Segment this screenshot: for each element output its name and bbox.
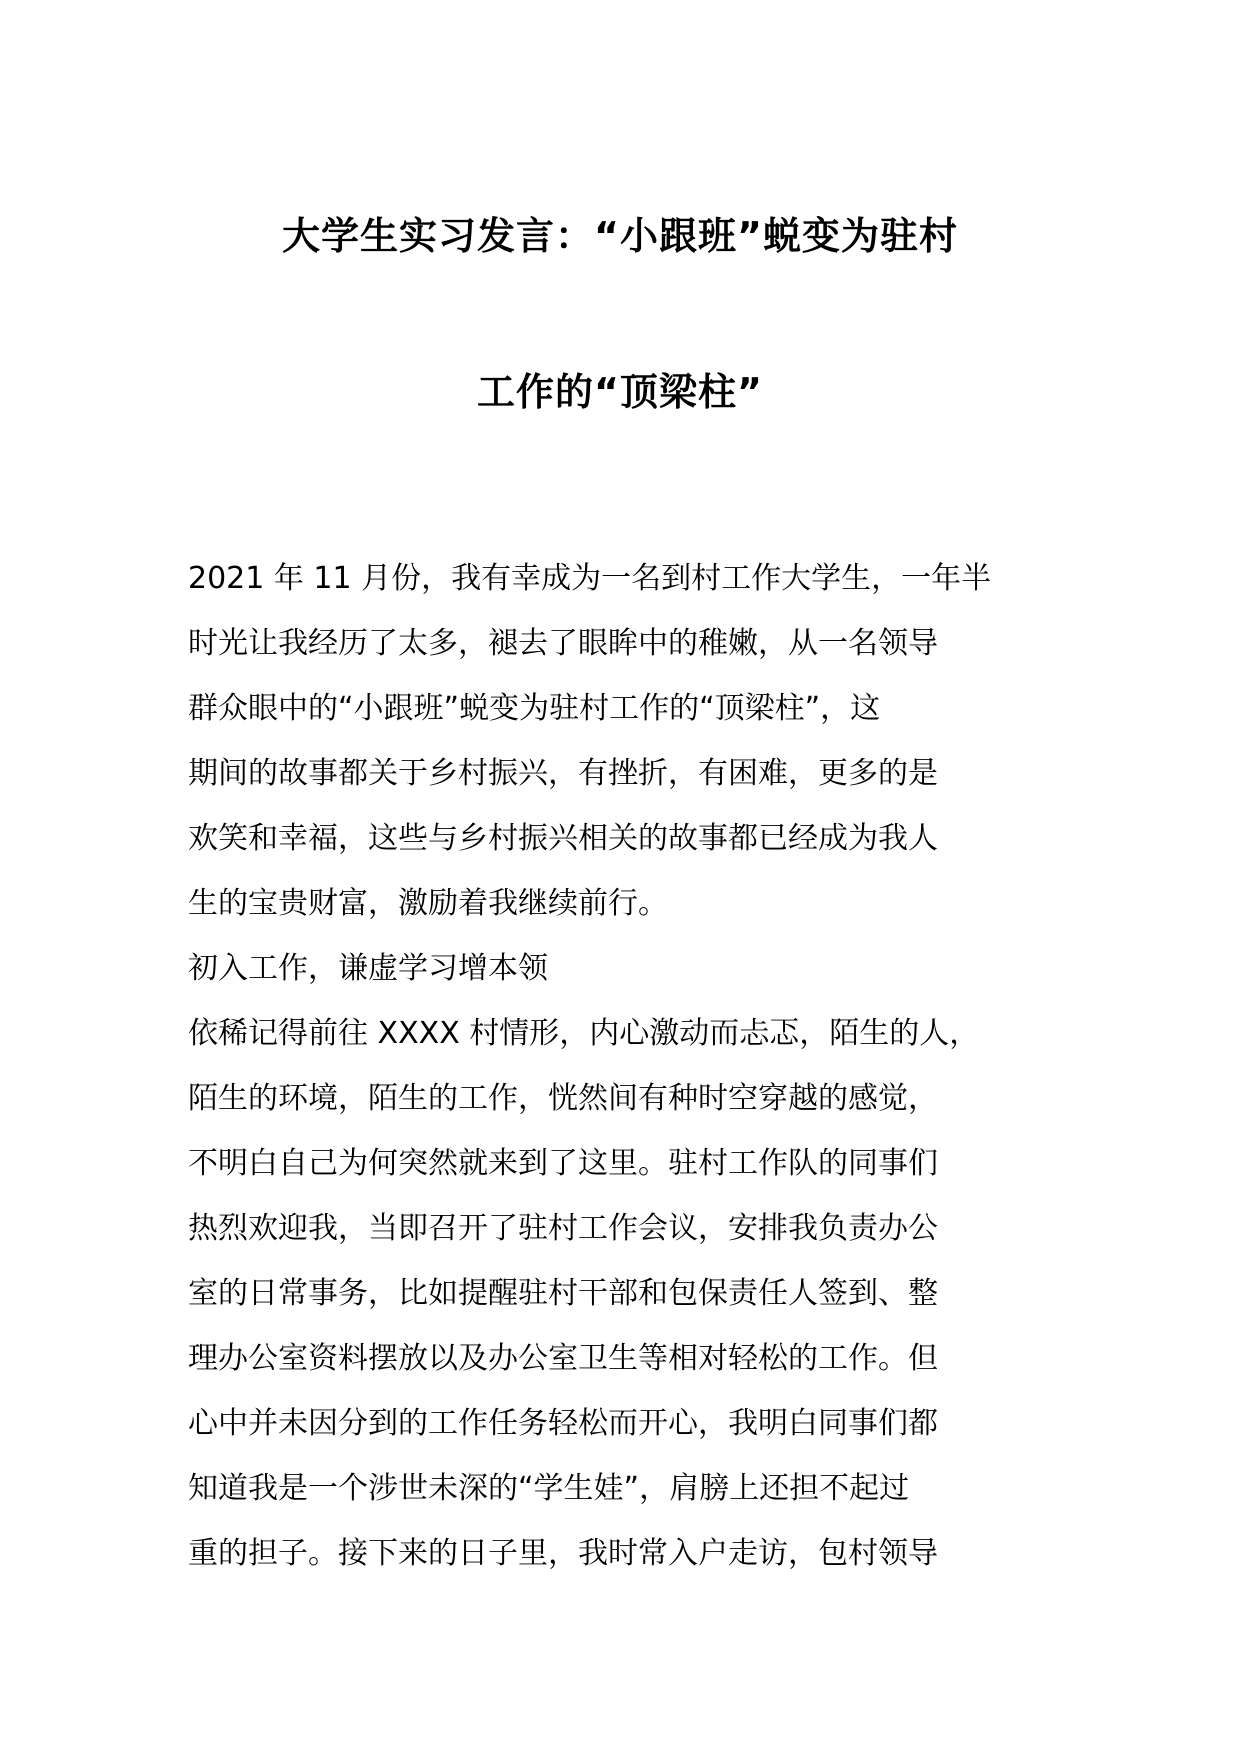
body-line: 群众眼中的“小跟班”蜕变为驻村工作的“顶梁柱”，这	[188, 691, 881, 726]
body-line: 2021 年 11 月份，我有幸成为一名到村工作大学生，一年半	[188, 561, 992, 596]
body-line: 重的担子。接下来的日子里，我时常入户走访，包村领导	[188, 1536, 938, 1571]
body-line: 不明白自己为何突然就来到了这里。驻村工作队的同事们	[188, 1146, 938, 1181]
section-heading: 初入工作，谦虚学习增本领	[188, 951, 548, 986]
body-line: 心中并未因分到的工作任务轻松而开心，我明白同事们都	[188, 1406, 938, 1441]
body-line: 热烈欢迎我，当即召开了驻村工作会议，安排我负责办公	[188, 1211, 938, 1246]
body-line: 知道我是一个涉世未深的“学生娃”，肩膀上还担不起过	[188, 1471, 910, 1506]
document-title-line-1: 大学生实习发言：“小跟班”蜕变为驻村	[282, 214, 958, 258]
body-line: 依稀记得前往 XXXX 村情形，内心激动而忐忑，陌生的人，	[188, 1016, 980, 1051]
body-line: 理办公室资料摆放以及办公室卫生等相对轻松的工作。但	[188, 1341, 938, 1376]
body-line: 期间的故事都关于乡村振兴，有挫折，有困难，更多的是	[188, 756, 938, 791]
body-line: 陌生的环境，陌生的工作，恍然间有种时空穿越的感觉，	[188, 1081, 938, 1116]
body-line: 室的日常事务，比如提醒驻村干部和包保责任人签到、整	[188, 1276, 938, 1311]
body-line: 生的宝贵财富，激励着我继续前行。	[188, 886, 668, 921]
body-line: 时光让我经历了太多，褪去了眼眸中的稚嫩，从一名领导	[188, 626, 938, 661]
document-body	[188, 546, 1058, 1586]
body-line: 欢笑和幸福，这些与乡村振兴相关的故事都已经成为我人	[188, 821, 938, 856]
document-title-line-2: 工作的“顶梁柱”	[477, 370, 763, 414]
